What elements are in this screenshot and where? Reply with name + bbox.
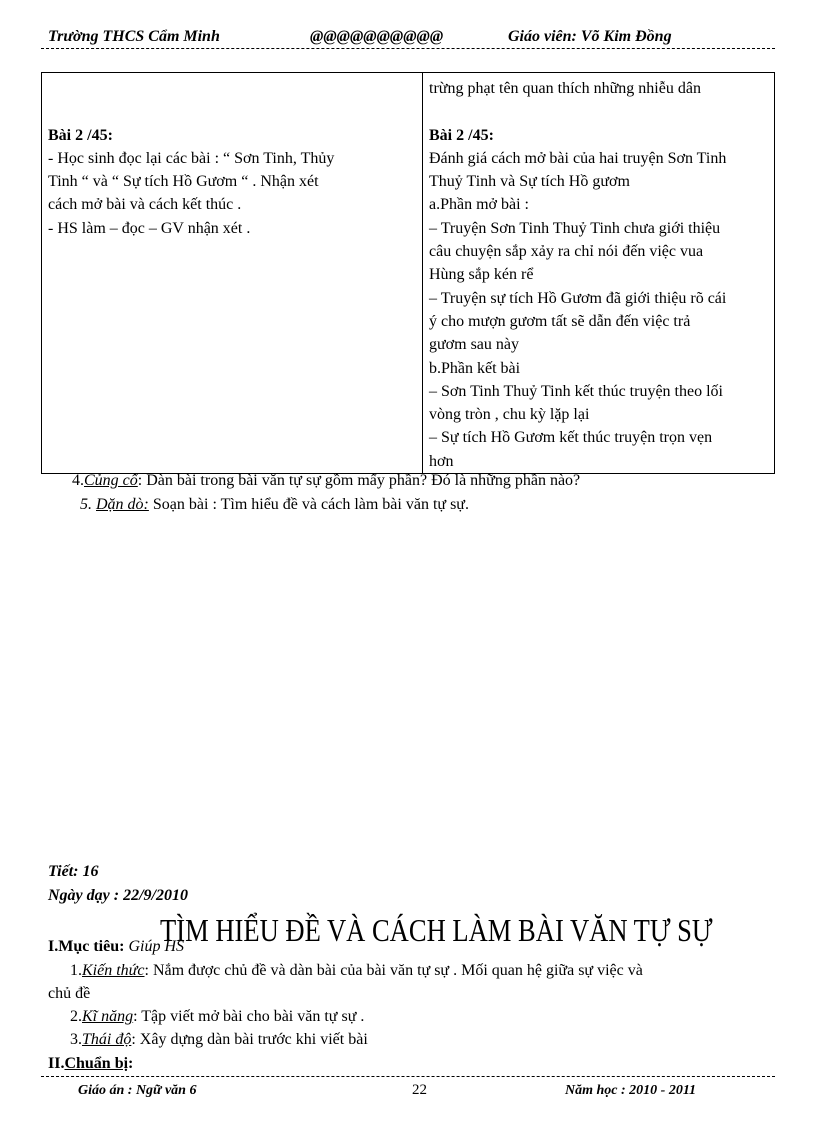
preparation-label: Chuẩn bị bbox=[64, 1055, 129, 1072]
objective-label: Thái độ bbox=[82, 1031, 132, 1048]
header-separator: @@@@@@@@@@ bbox=[310, 28, 444, 45]
content-cell bbox=[423, 73, 775, 474]
right-line: – Sự tích Hồ Gươm kết thúc truyện trọn vẹn bbox=[429, 429, 713, 447]
consolidation-label: Củng cố bbox=[84, 472, 138, 489]
preparation-number: II. bbox=[48, 1055, 65, 1072]
right-line: – Truyện sự tích Hồ Gươm đã giới thiệu rõ cái bbox=[429, 289, 727, 307]
left-exercise-heading: Bài 2 /45: bbox=[48, 126, 113, 144]
left-line: Tinh “ và “ Sự tích Hồ Gươm “ . Nhận xét bbox=[48, 173, 319, 191]
objective-text: : Nắm được chủ đề và dàn bài của bài văn tự sự . Mối quan hệ giữa sự việc và bbox=[144, 962, 643, 979]
objective-number: 3. bbox=[70, 1031, 82, 1048]
objective-number: 2. bbox=[70, 1008, 82, 1025]
right-top-line: trừng phạt tên quan thích những nhiễu dân bbox=[429, 80, 701, 97]
right-line: Hùng sắp kén rể bbox=[429, 266, 534, 284]
left-line: cách mở bài và cách kết thúc . bbox=[48, 196, 242, 214]
right-line: – Sơn Tinh Thuỷ Tinh kết thúc truyện theo lối bbox=[429, 382, 723, 400]
right-line: a.Phần mở bài : bbox=[429, 196, 529, 214]
exercise-table bbox=[41, 72, 775, 474]
objective-item bbox=[70, 1005, 364, 1028]
left-line: - HS làm – đọc – GV nhận xét . bbox=[48, 219, 251, 237]
objective-label: Kiến thức bbox=[82, 962, 145, 979]
header-teacher: Giáo viên: Võ Kim Đồng bbox=[508, 28, 672, 45]
homework-number: 5. bbox=[80, 496, 96, 513]
homework-text: Soạn bài : Tìm hiểu đề và cách làm bài văn tự sự. bbox=[148, 496, 469, 513]
right-line: b.Phần kết bài bbox=[429, 359, 521, 377]
header-school: Trường THCS Cẩm Minh bbox=[48, 28, 220, 45]
left-line: - Học sinh đọc lại các bài : “ Sơn Tinh, Thủy bbox=[48, 149, 335, 167]
right-line: Đánh giá cách mở bài của hai truyện Sơn Tinh bbox=[429, 149, 727, 167]
right-exercise-heading: Bài 2 /45: bbox=[429, 126, 494, 144]
right-line: Thuỷ Tinh và Sự tích Hồ gươm bbox=[429, 173, 630, 191]
objective-continuation: chủ đề bbox=[48, 985, 91, 1002]
teacher-student-activity-cell bbox=[42, 73, 423, 474]
footer-left: Giáo án : Ngữ văn 6 bbox=[78, 1083, 197, 1098]
footer-divider bbox=[41, 1076, 775, 1077]
objectives-label: I.Mục tiêu: bbox=[48, 938, 125, 955]
right-line: ý cho mượn gươm tất sẽ dẫn đến việc trả bbox=[429, 312, 691, 330]
objectives-note: Giúp HS bbox=[124, 938, 184, 955]
homework-label: Dặn dò: bbox=[96, 496, 149, 513]
objective-item bbox=[70, 959, 643, 982]
objective-number: 1. bbox=[70, 962, 82, 979]
objective-text: : Xây dựng dàn bài trước khi viết bài bbox=[131, 1031, 368, 1048]
objective-text: : Tập viết mở bài cho bài văn tự sự . bbox=[133, 1008, 365, 1025]
consolidation-number: 4. bbox=[72, 472, 84, 489]
lesson-period: Tiết: 16 bbox=[48, 863, 99, 880]
lesson-date: Ngày dạy : 22/9/2010 bbox=[48, 887, 188, 904]
page-number: 22 bbox=[412, 1082, 427, 1098]
objective-item bbox=[70, 1028, 368, 1051]
right-line: gươm sau này bbox=[429, 336, 520, 354]
right-line: câu chuyện sắp xảy ra chỉ nói đến việc vua bbox=[429, 243, 704, 261]
objective-label: Kĩ năng bbox=[82, 1008, 134, 1025]
header-divider bbox=[41, 48, 775, 49]
footer-right: Năm học : 2010 - 2011 bbox=[565, 1083, 697, 1098]
right-line: hơn bbox=[429, 452, 454, 470]
preparation-heading bbox=[48, 1052, 133, 1075]
homework-line bbox=[80, 493, 469, 516]
right-line: – Truyện Sơn Tinh Thuỷ Tinh chưa giới thiệu bbox=[429, 219, 721, 237]
consolidation-text: : Dàn bài trong bài văn tự sự gồm mấy phần? Đó là những phần nào? bbox=[137, 472, 581, 489]
right-line: vòng tròn , chu kỳ lặp lại bbox=[429, 406, 590, 424]
lesson-title: TÌM HIỂU ĐỀ VÀ CÁCH LÀM BÀI VĂN TỰ SỰ bbox=[160, 912, 713, 948]
consolidation-line bbox=[72, 469, 580, 492]
preparation-colon: : bbox=[128, 1055, 134, 1072]
